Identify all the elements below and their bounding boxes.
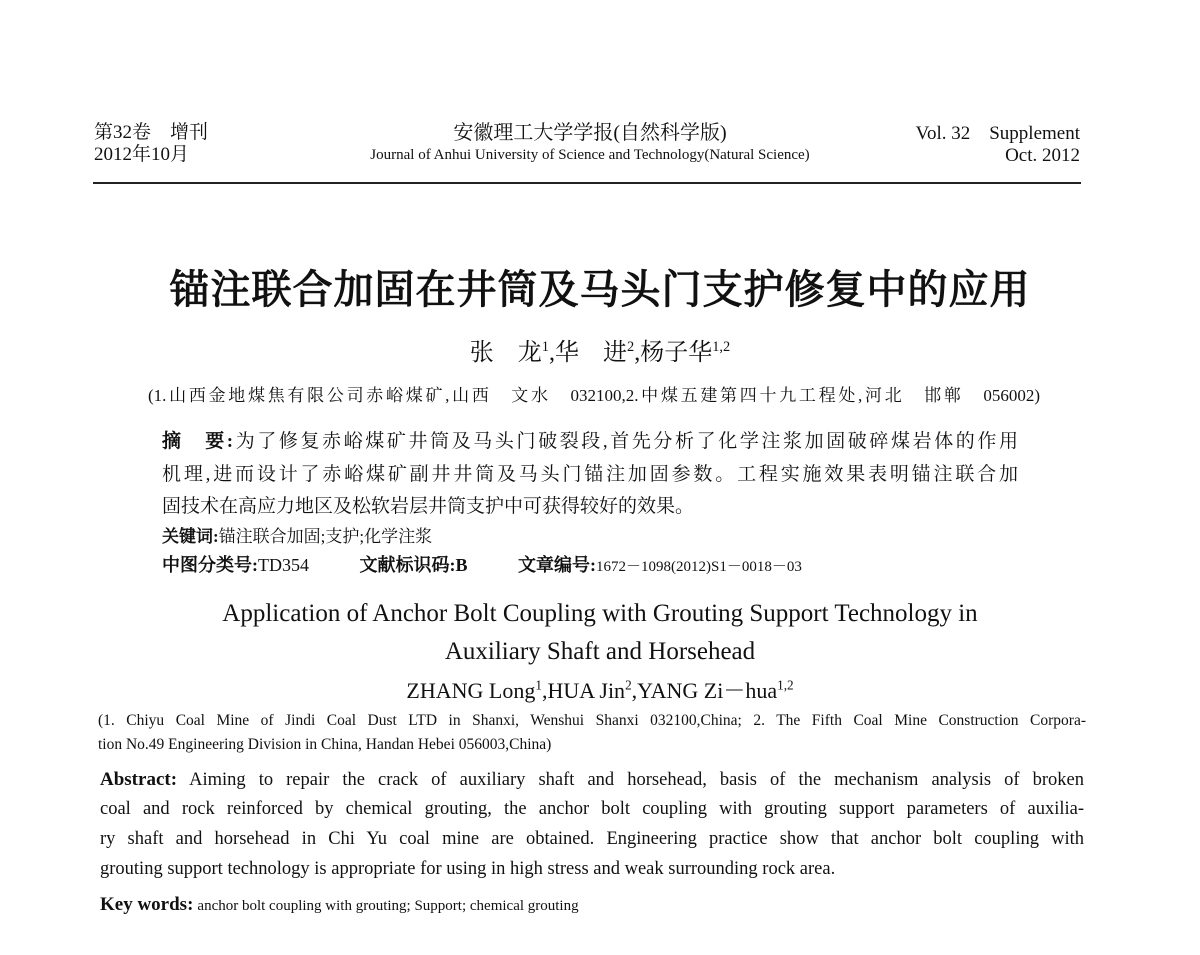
- author-sup: 1: [541, 339, 549, 355]
- authors-cn: 张 龙$^1$,华 进$^2$,杨子华$^{1,2}$: [469, 339, 731, 366]
- author-sup: 2: [627, 339, 635, 355]
- author-sup: 2: [625, 677, 632, 693]
- abstract-cn-line: 固技术在高应力地区及松软岩层井筒支护中可获得较好的效果。: [162, 496, 695, 517]
- paper-title-en-line: Application of Anchor Bolt Coupling with Grouting Support Technology in: [222, 600, 978, 627]
- author: 张 龙: [469, 340, 542, 366]
- clc-value: TD354: [258, 555, 309, 575]
- affiliation-en-line: (1. Chiyu Coal Mine of Jindi Coal Dust LTD in Shanxi, Wenshui Shanxi 032100,China; 2. The Fifth Coal Mine Construction Corpora-: [98, 712, 1086, 729]
- author-sup: 1: [535, 677, 542, 693]
- article-no-label: 文章编号:: [518, 555, 597, 575]
- keywords-cn-value: 锚注联合加固;支护;化学注浆: [218, 527, 433, 546]
- author: 华 进: [555, 340, 627, 366]
- abstract-cn-line: 机理,进而设计了赤峪煤矿副井井筒及马头门锚注加固参数。工程实施效果表明锚注联合加: [162, 464, 1018, 485]
- abstract-en-line: ry shaft and horsehead in Chi Yu coal mine are obtained. Engineering practice show that anchor bolt coupling with: [100, 829, 1084, 849]
- author: YANG Zi－hua: [637, 678, 778, 703]
- date-en: Oct. 2012: [1005, 145, 1080, 166]
- date-cn: 2012年10月: [94, 144, 190, 165]
- author-sup: 1,2: [777, 677, 794, 693]
- abstract-en-label: Abstract:: [100, 769, 178, 790]
- keywords-cn-label: 关键词:: [162, 527, 219, 546]
- author: ZHANG Long: [406, 678, 536, 703]
- paper-title-cn: 锚注联合加固在井筒及马头门支护修复中的应用: [169, 267, 1031, 312]
- author: 杨子华: [640, 340, 713, 366]
- keywords-cn: [162, 522, 432, 547]
- keywords-en: [100, 894, 579, 916]
- abstract-cn-line: 摘 要:为了修复赤峪煤矿井筒及马头门破裂段,首先分析了化学注浆加固破碎煤岩体的作用: [162, 431, 1018, 452]
- paper-title-en-line: Auxiliary Shaft and Horsehead: [444, 638, 756, 665]
- article-no-value: 1672－1098(2012)S1－0018－03: [596, 559, 802, 575]
- author-sup: 1,2: [712, 339, 731, 355]
- doc-code-value: B: [455, 555, 468, 575]
- volume-cn: 第32卷 增刊: [94, 122, 209, 143]
- keywords-en-label: Key words:: [100, 894, 194, 915]
- journal-title-en: Journal of Anhui University of Science and Technology(Natural Science): [370, 147, 810, 163]
- abstract-en-line: grouting support technology is appropriate for using in high stress and weak surrounding rock area.: [100, 859, 836, 879]
- affiliation-cn: (1.山西金地煤焦有限公司赤峪煤矿,山西 文水 032100,2.中煤五建第四十九工程处,河北 邯郸 056002): [148, 386, 1040, 405]
- journal-title-cn: 安徽理工大学学报(自然科学版): [453, 122, 727, 144]
- abstract-en-line: Abstract: Aiming to repair the crack of auxiliary shaft and horsehead, basis of the mechanism analysis of broken: [100, 769, 1084, 790]
- classification-line: [162, 551, 802, 577]
- clc-label: 中图分类号:: [162, 555, 258, 575]
- abstract-cn-label: 摘 要:: [162, 431, 234, 452]
- volume-en: Vol. 32 Supplement: [915, 123, 1080, 144]
- header-rule: [93, 182, 1081, 184]
- authors-en: ZHANG Long$^1$,HUA Jin$^2$,YANG Zi－hua$^{1,2}$: [406, 677, 794, 703]
- affiliation-en-line: tion No.49 Engineering Division in China, Handan Hebei 056003,China): [98, 736, 552, 753]
- keywords-en-value: anchor bolt coupling with grouting; Support; chemical grouting: [197, 898, 579, 914]
- abstract-en-line: coal and rock reinforced by chemical grouting, the anchor bolt coupling with grouting support parameters of auxilia-: [100, 799, 1084, 819]
- author: HUA Jin: [547, 678, 626, 703]
- doc-code-label: 文献标识码:: [359, 555, 456, 575]
